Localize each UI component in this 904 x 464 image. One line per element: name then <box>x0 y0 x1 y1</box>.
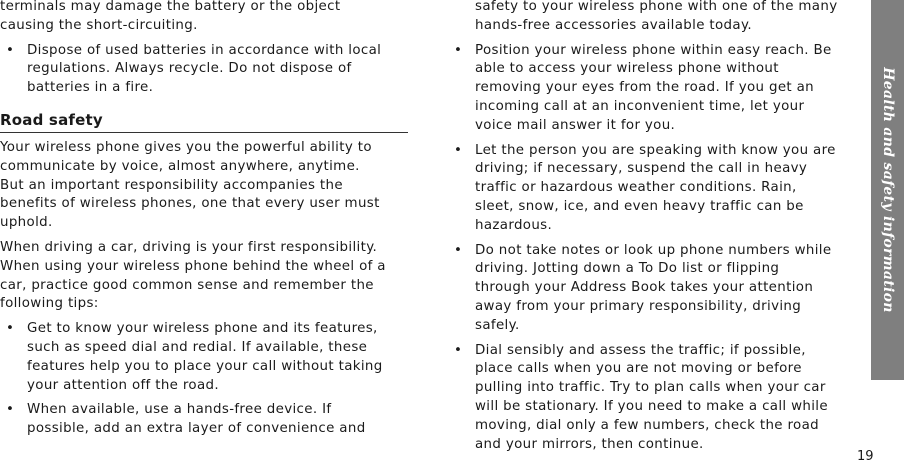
text-line: through your Address Book takes your attention <box>475 280 814 296</box>
text-line: When using your wireless phone behind the wheel of a <box>0 258 386 274</box>
text-line: such as speed dial and redial. If available, these <box>27 339 368 355</box>
bullet-icon: • <box>454 342 463 358</box>
text-line: sleet, snow, ice, and even heavy traffic can be <box>475 198 804 214</box>
bullet-icon: • <box>454 42 463 58</box>
page-number: 19 <box>857 449 874 464</box>
text-line: Get to know your wireless phone and its features, <box>27 321 378 337</box>
text-line: benefits of wireless phones, one that every user must <box>0 196 380 212</box>
text-line: place calls when you are not moving or before <box>475 361 802 377</box>
text-line: safely. <box>475 317 520 333</box>
bullet-icon: • <box>6 402 15 418</box>
list-item <box>0 42 408 98</box>
text-line: When driving a car, driving is your first responsibility. <box>0 239 378 255</box>
text-line: removing your eyes from the road. If you get an <box>475 80 815 96</box>
paragraph <box>0 239 408 314</box>
text-line: car, practice good common sense and remember the <box>0 277 374 293</box>
bullet-icon: • <box>454 142 463 158</box>
text-line: safety to your wireless phone with one of the many <box>475 0 838 14</box>
text-line: moving, dial only a few numbers, check the road <box>475 417 819 433</box>
text-line: Position your wireless phone within easy reach. Be <box>475 42 832 58</box>
text-line: driving; if necessary, suspend the call in heavy <box>475 161 808 177</box>
left-column <box>0 0 408 439</box>
text-line: your attention off the road. <box>27 377 219 393</box>
text-line: regulations. Always recycle. Do not dispose of <box>27 61 352 77</box>
section-heading: Road safety <box>0 110 103 129</box>
list-item <box>0 401 408 439</box>
paragraph <box>0 139 408 233</box>
bullet-icon: • <box>454 242 463 258</box>
text-line: hands-free accessories available today. <box>475 17 752 33</box>
right-column <box>448 0 860 454</box>
text-line: When available, use a hands-free device. If <box>27 402 332 418</box>
text-line: traffic or hazardous weather conditions. Rain, <box>475 180 797 196</box>
text-line: Dial sensibly and assess the traffic; if possible, <box>475 342 806 358</box>
text-line: driving. Jotting down a To Do list or flipping <box>475 261 780 277</box>
text-line: Do not take notes or look up phone numbers while <box>475 242 832 258</box>
text-line: Dispose of used batteries in accordance with local <box>27 42 382 58</box>
text-line: able to access your wireless phone without <box>475 61 779 77</box>
text-line: away from your primary responsibility, driving <box>475 298 802 314</box>
text-line: incoming call at an inconvenient time, let your <box>475 98 805 114</box>
text-line: But an important responsibility accompanies the <box>0 177 343 193</box>
text-line: terminals may damage the battery or the object <box>0 0 341 14</box>
text-line: uphold. <box>0 215 53 231</box>
chapter-title: Health and safety information <box>879 67 896 313</box>
list-item <box>448 42 860 136</box>
list-item <box>0 320 408 395</box>
text-line: Let the person you are speaking with know you are <box>475 142 836 158</box>
text-line: features help you to place your call without taking <box>27 358 383 374</box>
text-line: communicate by voice, almost anywhere, anytime. <box>0 158 360 174</box>
bullet-icon: • <box>6 321 15 337</box>
text-line: voice mail answer it for you. <box>475 117 676 133</box>
list-item <box>448 142 860 236</box>
text-line: following tips: <box>0 296 99 312</box>
bullet-icon: • <box>6 42 15 58</box>
text-line: pulling into traffic. Try to plan calls when your car <box>475 380 826 396</box>
text-line: batteries in a fire. <box>27 80 154 96</box>
text-line: will be stationary. If you need to make a call while <box>475 398 828 414</box>
text-line: hazardous. <box>475 217 553 233</box>
list-item <box>448 342 860 455</box>
text-line: causing the short-circuiting. <box>0 17 198 33</box>
list-item <box>448 242 860 336</box>
text-line: Your wireless phone gives you the powerful ability to <box>0 139 372 155</box>
chapter-side-tab <box>871 0 904 380</box>
text-line: and your mirrors, then continue. <box>475 436 704 452</box>
heading-divider <box>0 132 408 133</box>
text-line: possible, add an extra layer of convenience and <box>27 421 366 437</box>
